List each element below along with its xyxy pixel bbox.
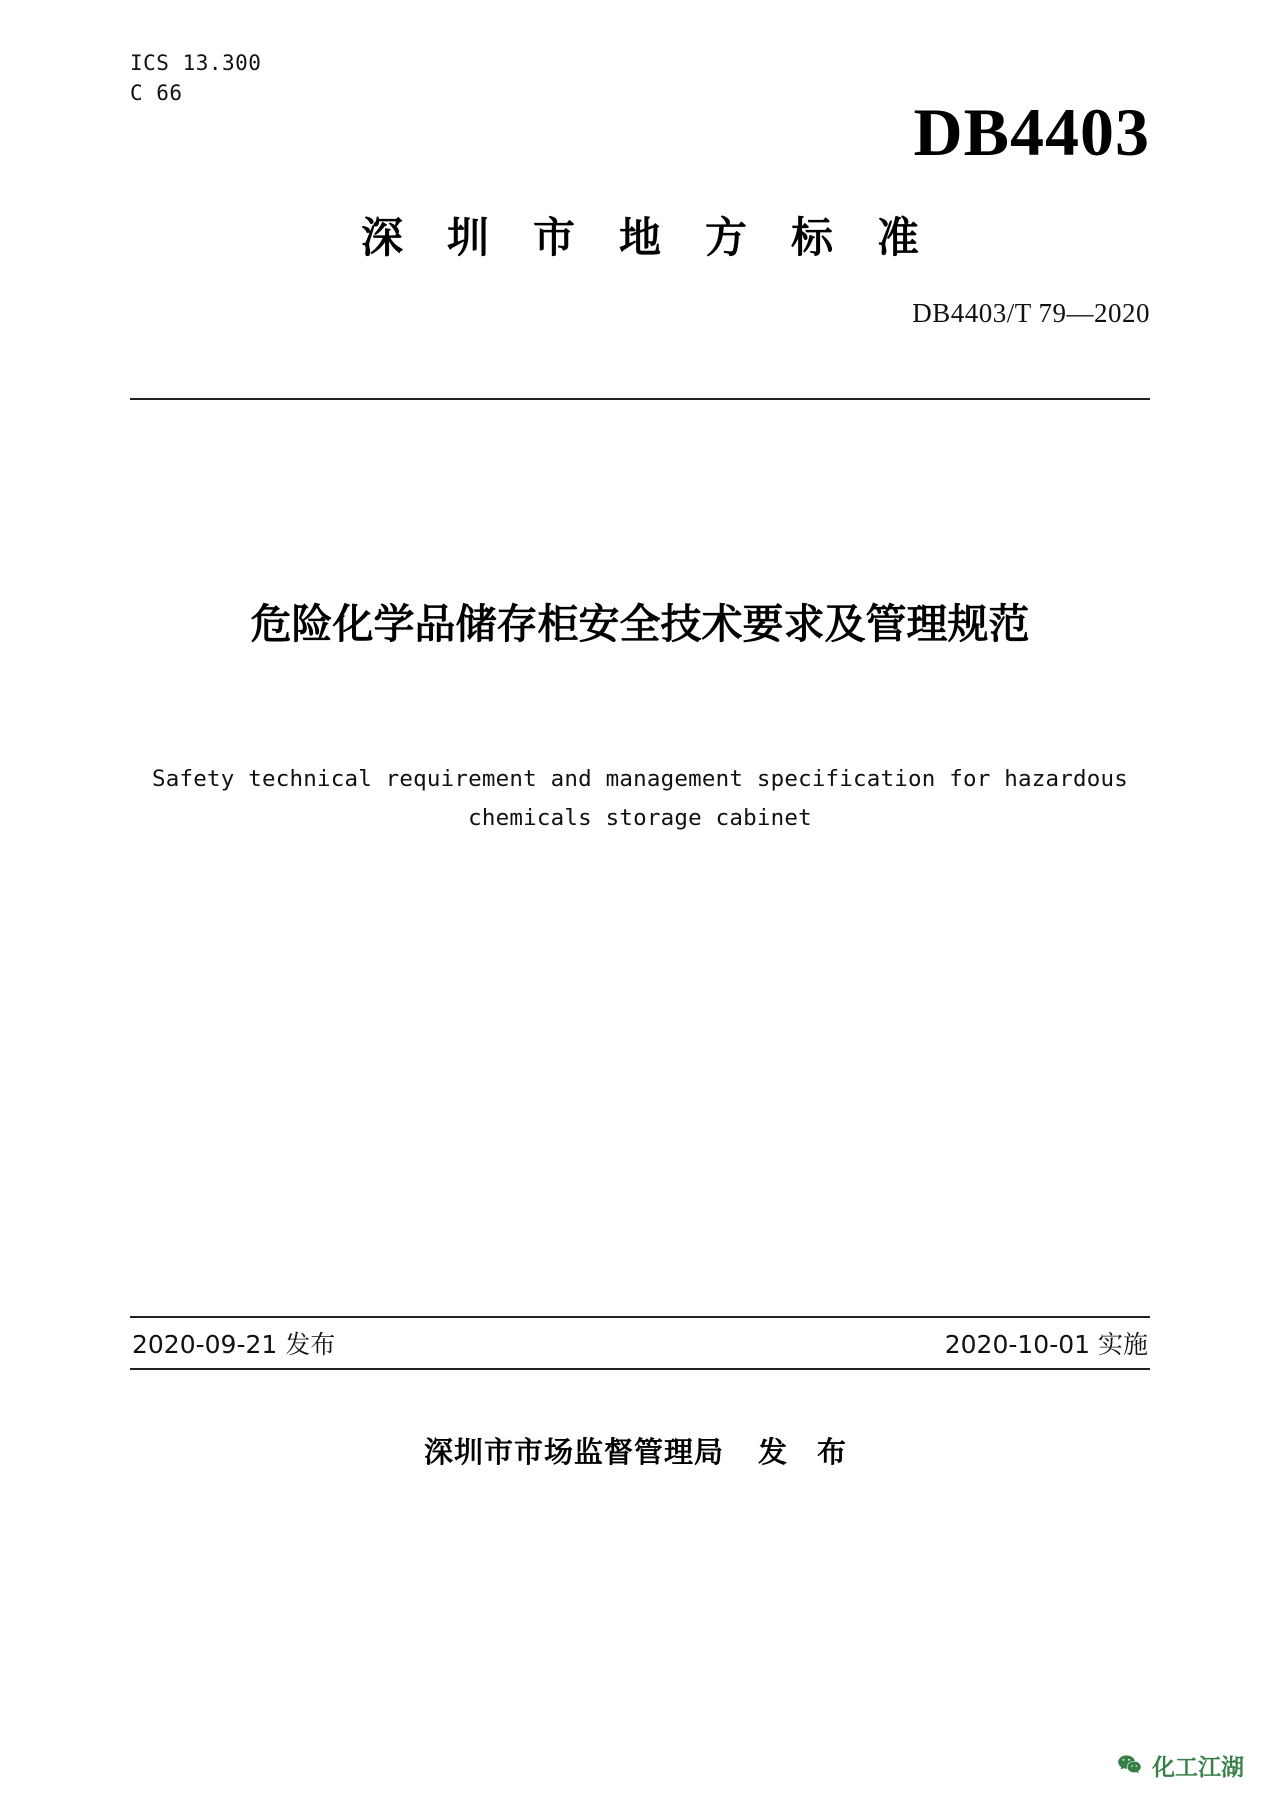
publisher-verb: 发 布 <box>757 1435 857 1469</box>
header-divider <box>130 398 1150 400</box>
classification-code: C 66 <box>130 81 183 106</box>
publisher-name: 深圳市市场监督管理局 <box>423 1435 724 1469</box>
standard-number: DB4403/T 79—2020 <box>912 298 1150 328</box>
footer-divider-bottom <box>130 1368 1150 1370</box>
wechat-icon <box>1116 1752 1143 1779</box>
page-subtitle-english: Safety technical requirement and management specification for hazardous chemicals storage cabinet <box>152 766 1128 831</box>
standard-code: DB4403 <box>913 94 1150 170</box>
ics-classification-block <box>130 48 261 109</box>
effective-date: 2020-10-01 实施 <box>944 1330 1148 1359</box>
page-title: 危险化学品储存柜安全技术要求及管理规范 <box>250 600 1030 648</box>
footer-divider-top <box>130 1316 1150 1318</box>
publisher-line <box>130 1430 1150 1471</box>
watermark <box>1116 1749 1244 1782</box>
ics-number: ICS 13.300 <box>130 51 262 75</box>
standard-series-title: 深圳市地方标准 <box>360 213 963 262</box>
issue-date: 2020-09-21 发布 <box>132 1330 336 1359</box>
watermark-label: 化工江湖 <box>1152 1755 1244 1781</box>
